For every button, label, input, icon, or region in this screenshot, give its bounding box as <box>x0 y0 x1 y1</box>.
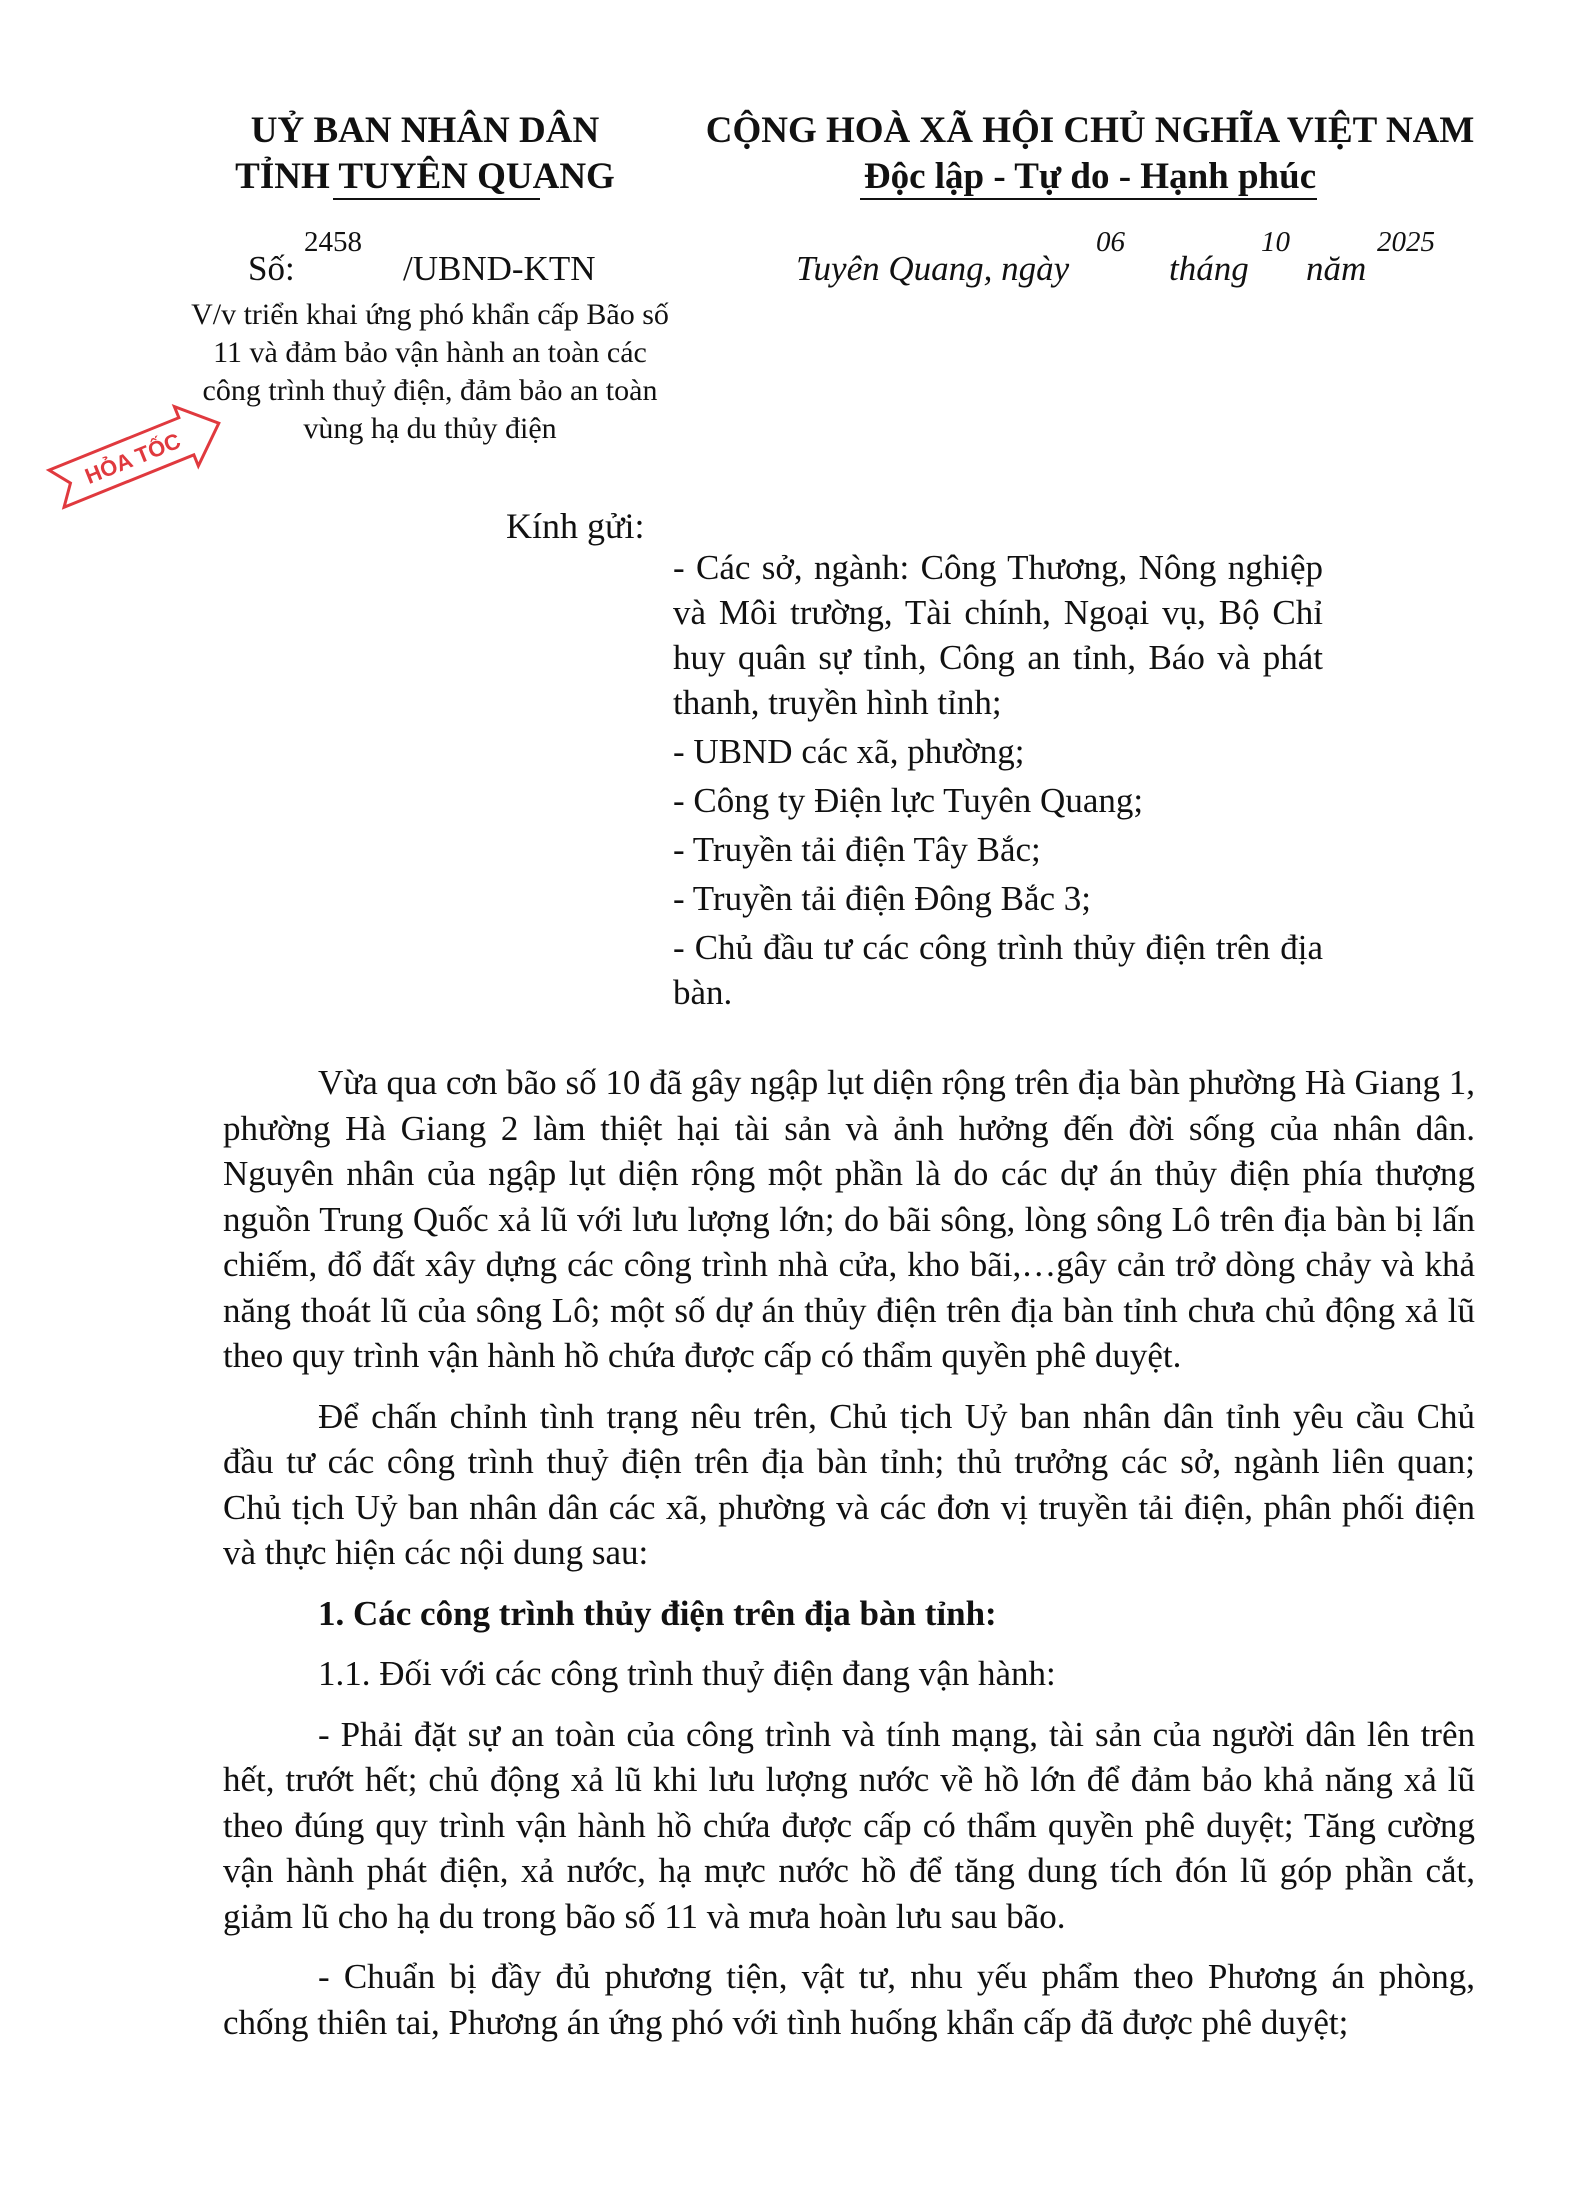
motto-underline <box>860 198 1317 200</box>
national-motto: Độc lập - Tự do - Hạnh phúc <box>863 156 1317 197</box>
body-paragraph: - Phải đặt sự an toàn của công trình và tính mạng, tài sản của người dân lên trên hết, trướt hết; chủ động xả lũ khi lưu lượng nước về hồ lớn để đảm bảo khả năng xả lũ theo đúng quy trình vận hành hồ chứa được cấp có thẩm quyền phê duyệt; Tăng cường vận hành phát điện, xả nước, hạ mực nước hồ để tăng dung tích đón lũ góp phần cắt, giảm lũ cho hạ du trong bão số 11 và mưa hoàn lưu sau bão. <box>223 1714 1475 1936</box>
urgent-stamp <box>40 395 240 515</box>
list-item: - Các sở, ngành: Công Thương, Nông nghiệp và Môi trường, Tài chính, Ngoại vụ, Bộ Chỉ huy quân sự tỉnh, Công an tỉnh, Báo và phát thanh, truyền hình tỉnh; <box>673 548 1323 722</box>
authority-underline <box>333 198 540 200</box>
date-place: Tuyên Quang, ngày <box>796 249 1070 288</box>
list-item: - Truyền tải điện Tây Bắc; <box>673 830 1041 869</box>
national-title-line1: CỘNG HOÀ XÃ HỘI CHỦ NGHĨA VIỆT NAM <box>705 110 1475 151</box>
national-title <box>690 108 1490 200</box>
date-year: 2025 <box>1377 226 1435 258</box>
document-subject: V/v triển khai ứng phó khẩn cấp Bão số 11 và đảm bảo vận hành an toàn các công trình thuỷ điện, đảm bảo an toàn vùng hạ du thủy điện <box>191 298 669 445</box>
list-item: - Công ty Điện lực Tuyên Quang; <box>673 781 1144 820</box>
section-heading: 1. Các công trình thủy điện trên địa bàn tỉnh: <box>318 1593 997 1633</box>
subsection-heading: 1.1. Đối với các công trình thuỷ điện đang vận hành: <box>318 1654 1056 1693</box>
urgent-stamp-text: HỎA TỐC <box>81 428 185 489</box>
urgent-stamp-icon <box>40 395 240 515</box>
document-number-prefix: Số: <box>248 249 295 288</box>
issuing-authority-line1: UỶ BAN NHÂN DÂN <box>250 110 600 151</box>
greeting: Kính gửi: <box>506 506 645 546</box>
document-body <box>223 1060 1475 2060</box>
date-year-label: năm <box>1306 249 1367 288</box>
body-paragraph: Vừa qua cơn bão số 10 đã gây ngập lụt diện rộng trên địa bàn phường Hà Giang 1, phường Hà Giang 2 làm thiệt hại tài sản và ảnh hưởng đến đời sống của nhân dân. Nguyên nhân của ngập lụt diện rộng một phần là do các dự án thủy điện phía thượng nguồn Trung Quốc xả lũ với lưu lượng lớn; do bãi sông, lòng sông Lô trên địa bàn bị lấn chiếm, đổ đất xây dựng các công trình nhà cửa, kho bãi,…gây cản trở dòng chảy và khả năng thoát lũ của sông Lô; một số dự án thủy điện trên địa bàn tỉnh chưa chủ động xả lũ theo quy trình vận hành hồ chứa được cấp có thẩm quyền phê duyệt. <box>223 1063 1475 1375</box>
recipient-list <box>673 545 1323 1019</box>
issuing-authority <box>205 108 645 200</box>
body-paragraph: - Chuẩn bị đầy đủ phương tiện, vật tư, nhu yếu phẩm theo Phương án phòng, chống thiên tai, Phương án ứng phó với tình huống khẩn cấp đã được phê duyệt; <box>223 1957 1475 2042</box>
document-number <box>248 226 668 303</box>
document-number-value: 2458 <box>304 226 362 258</box>
list-item: - Truyền tải điện Đông Bắc 3; <box>673 879 1092 918</box>
body-paragraph: Để chấn chỉnh tình trạng nêu trên, Chủ tịch Uỷ ban nhân dân tỉnh yêu cầu Chủ đầu tư các công trình thuỷ điện trên địa bàn tỉnh; thủ trưởng các sở, ngành liên quan; Chủ tịch Uỷ ban nhân dân các xã, phường và các đơn vị truyền tải điện, phân phối điện và thực hiện các nội dung sau: <box>223 1396 1475 1572</box>
issuing-authority-line2: TỈNH TUYÊN QUANG <box>235 156 615 197</box>
date-month: 10 <box>1261 226 1290 258</box>
date-month-label: tháng <box>1169 249 1249 288</box>
document-number-suffix: /UBND-KTN <box>403 249 596 288</box>
document-date <box>796 226 1476 303</box>
list-item: - Chủ đầu tư các công trình thủy điện trên địa bàn. <box>673 928 1323 1012</box>
date-day: 06 <box>1096 226 1125 258</box>
list-item: - UBND các xã, phường; <box>673 732 1025 771</box>
